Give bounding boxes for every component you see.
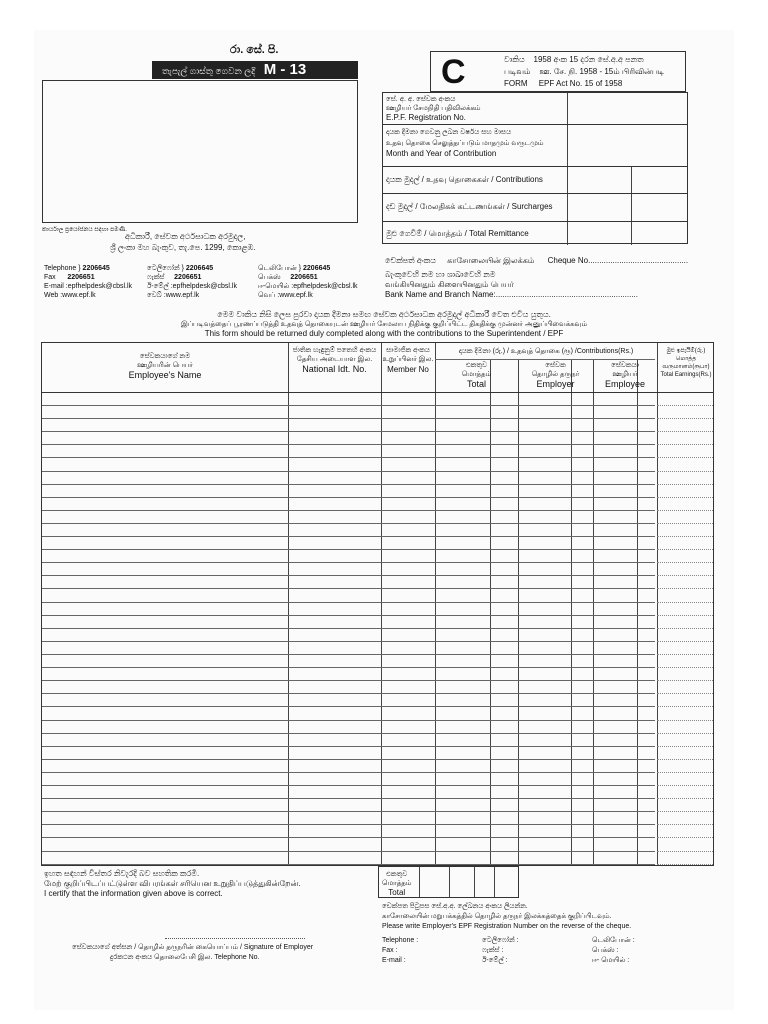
col-header-employer: සේවක தொழில் தருநர் Employer	[531, 362, 580, 389]
earnings-row-line	[657, 746, 713, 747]
earnings-row-line	[657, 785, 713, 786]
earnings-row-line	[657, 641, 713, 642]
total-remittance-row[interactable]: මුළු ගෙවීම් / மொத்தம் / Total Remittance	[386, 229, 529, 238]
earnings-row-line	[657, 824, 713, 825]
form-row-1: වාකිය 1958 අංක 15 දරන සේ.අ.අ පනත	[504, 55, 644, 64]
bank-name-si: බැංකුවෙහි නම හා ශාඛාවෙහි නම	[385, 270, 496, 279]
col-header-total: එකතුව மொத்தம் Total	[461, 362, 492, 389]
earnings-row-line	[657, 575, 713, 576]
bottom-contacts-en[interactable]: Telephone : Fax : E-mail :	[382, 937, 419, 964]
table-row[interactable]	[42, 471, 655, 472]
table-row[interactable]	[42, 824, 655, 825]
employee-table	[41, 342, 714, 866]
earnings-row-line	[657, 864, 713, 865]
table-row[interactable]	[42, 680, 655, 681]
earnings-row-line	[657, 536, 713, 537]
table-row[interactable]	[42, 510, 655, 511]
earnings-row-line	[657, 706, 713, 707]
surcharges-row[interactable]: දඩ මුදල් / மேலதிகக் கட்டணங்கள் / Surcharges	[383, 193, 687, 222]
certify-en: I certify that the information given above is correct.	[44, 889, 223, 898]
fax-label-en: Fax	[44, 274, 56, 281]
earnings-row-line	[657, 431, 713, 432]
fax-label-si: ෆැක්ස්	[147, 274, 165, 281]
contribution-month-row[interactable]: දායක දීමනා ගෙවනු ලබන වර්ෂය සහ මාසය உதவு தொகை செலுத்தப்படும் மாதமும் வருடமும் Month and Year of Contribution	[383, 124, 687, 167]
earnings-row-line	[657, 562, 713, 563]
table-row[interactable]	[42, 706, 655, 707]
earnings-row-line	[657, 851, 713, 852]
total-box-label: එකතුව மொத்தம் Total	[382, 871, 412, 897]
table-row[interactable]	[42, 615, 655, 616]
form-row-2: படிவம் ஊ. சே. நி. 1958 - 15ம் பிரிவின்படி	[504, 67, 665, 76]
earnings-row-line	[657, 510, 713, 511]
contacts-en: Telephone } 2206645 Fax 2206651 E-mail :epfhelpdesk@cbsl.lk Web :www.epf.lk	[44, 265, 133, 299]
earnings-row-line	[657, 759, 713, 760]
instruction-si: මෙම වාකිය නිසි ලෙස පුරවා දායක දීමනා සමඟ සේවක අර්ථසාධක අරමුදල් අධිකාරී වෙත එවිය යුතුය.	[217, 310, 551, 319]
total-box	[378, 866, 519, 898]
header-short-code: රා. සේ. පි.	[230, 44, 279, 56]
table-row[interactable]	[42, 523, 655, 524]
table-row[interactable]	[42, 457, 655, 458]
tel-ta: 2206645	[303, 265, 331, 272]
contacts-si: ටෙලිෆෝන් } 2206645 ෆැක්ස් 2206651 ඊ-මේල් :epfhelpdesk@cbsl.lk වෙබ් :www.epf.lk	[147, 265, 237, 299]
table-row[interactable]	[42, 851, 655, 852]
telephone-label: දුරකථන අංකය தொலைபேசி இல. Telephone No.	[110, 954, 260, 961]
office-line-2: ශ්‍රී ලංකා මහ බැංකුව, තැ.පෙ. 1299, කොළඹ.	[110, 243, 256, 252]
table-row[interactable]	[42, 772, 655, 773]
earnings-row-line	[657, 497, 713, 498]
table-row[interactable]	[42, 759, 655, 760]
bottom-contacts-ta[interactable]: டெலிபோன் : பெக்ஸ் : ஈ- மெயில் :	[592, 937, 635, 964]
certify-ta: மேற் குறிப்பிடப்பட்டுள்ள விபரங்கள் சரியென உறுதிப்படுத்துகின்றேன்.	[44, 879, 301, 888]
fax-label-ta: பெக்ஸ்	[258, 274, 281, 281]
table-row[interactable]	[42, 405, 655, 406]
postage-banner-text: තැපැල් ගාස්තු ගෙවන ලදි	[162, 66, 256, 76]
bank-name-field[interactable]: Bank Name and Branch Name:................................................................	[385, 290, 638, 299]
form-code: M - 13	[263, 61, 307, 78]
col-header-contributions: දායක දීමනා (රු.) / உதவுத் தொகை (ரூ) /Contributions(Rs.)	[458, 348, 634, 355]
bank-name-ta: வங்கியினதும் கிளையினதும் பெயர்	[385, 280, 514, 289]
fax-si: 2206651	[174, 274, 202, 281]
earnings-row-line	[657, 733, 713, 734]
instruction-en: This form should be returned duly completed along with the contributions to the Superintendent / EPF	[204, 329, 564, 338]
form-row-3: FORM EPF Act No. 15 of 1958	[504, 79, 623, 88]
table-row[interactable]	[42, 785, 655, 786]
table-row[interactable]	[42, 798, 655, 799]
fax-en: 2206651	[67, 274, 95, 281]
table-row[interactable]	[42, 667, 655, 668]
earnings-row-line	[657, 444, 713, 445]
earnings-row-line	[657, 405, 713, 406]
tel-si: 2206645	[185, 265, 214, 272]
cheque-no-field[interactable]: චෙක්පත් අංකය காசோலையின் இலக்கம் Cheque No.............................................	[385, 256, 689, 265]
signature-label: සේවකයාගේ අත්සන / தொழில் தருநரின் கையொப்பம் / Signature of Employer	[72, 944, 314, 951]
earnings-row-line	[657, 615, 713, 616]
table-row[interactable]	[42, 484, 655, 485]
address-box[interactable]	[42, 80, 358, 223]
earnings-row-line	[657, 484, 713, 485]
table-row[interactable]	[42, 864, 655, 865]
certify-si: ඉහත සඳහන් විස්තර නිවැරදි බව සහතික කරමි.	[44, 869, 200, 878]
earnings-row-line	[657, 471, 713, 472]
email-ta: ஈ-மெயில் :epfhelpdesk@cbsl.lk	[258, 283, 358, 290]
web-ta: வெப் :www.epf.lk	[258, 292, 313, 299]
table-row[interactable]	[42, 588, 655, 589]
table-row[interactable]	[42, 431, 655, 432]
bottom-contacts-si[interactable]: ටෙලිෆෝන් : ෆැක්ස් : ඊ-මේල් :	[482, 937, 519, 964]
col-header-name: සේවකයාගේ නම ஊழியரின் பெயர் Employee's Name	[128, 353, 202, 380]
instruction-ta: இப்படிவத்தைப் பூரணப்படுத்தி உதவுத் தொகையுடன் ஊழியர் சேமலாப நிதிக்கு குறிப்பிட்ட திகதிக்கு முன்னர் அனுப்பிவைக்கவும்	[181, 321, 587, 328]
table-row[interactable]	[42, 497, 655, 498]
earnings-row-line	[657, 654, 713, 655]
table-row[interactable]	[42, 602, 655, 603]
table-row[interactable]	[42, 641, 655, 642]
table-row[interactable]	[42, 837, 655, 838]
contacts-ta: டெலிபோன் } 2206645 பெக்ஸ் 2206651 ஈ-மெயில் :epfhelpdesk@cbsl.lk வெப் :www.epf.lk	[258, 265, 358, 299]
earnings-row-line	[657, 628, 713, 629]
earnings-row-line	[657, 667, 713, 668]
earnings-row-line	[657, 693, 713, 694]
reverse-note-en: Please write Employer's EPF Registration Number on the reverse of the cheque.	[382, 923, 632, 930]
earnings-row-line	[657, 418, 713, 419]
col-header-nic: ජාතික හැඳුනුම් පතෙහි අංකය தேசிய அடையாள இல. National Idt. No.	[292, 347, 377, 374]
reverse-note-si: චෙක්පත පිටුපස සේ.අ.අ. ලේඛනය අංකය ලියන්න.	[382, 903, 528, 910]
office-use-note: කාර්යාල ප්‍රයෝජනය සඳහා පමණි.	[42, 227, 127, 233]
office-line-1: අධිකාරී, සේවක අර්ථසාධක අරමුදල,	[125, 232, 246, 241]
email-en: E-mail :epfhelpdesk@cbsl.lk	[44, 283, 133, 290]
earnings-row-line	[657, 811, 713, 812]
table-row[interactable]	[42, 654, 655, 655]
table-row[interactable]	[42, 693, 655, 694]
earnings-row-line	[657, 837, 713, 838]
earnings-row-line	[657, 549, 713, 550]
earnings-row-line	[657, 588, 713, 589]
table-row[interactable]	[42, 536, 655, 537]
form-letter: C	[441, 53, 466, 91]
email-si: ඊ-මේල් :epfhelpdesk@cbsl.lk	[147, 283, 237, 290]
table-row[interactable]	[42, 549, 655, 550]
table-row[interactable]	[42, 811, 655, 812]
web-en: Web :www.epf.lk	[44, 292, 96, 299]
earnings-row-line	[657, 523, 713, 524]
employer-info-box	[382, 92, 688, 244]
earnings-row-line	[657, 720, 713, 721]
tel-label-si: ටෙලිෆෝන්	[147, 265, 180, 272]
earnings-row-line	[657, 457, 713, 458]
web-si: වෙබ් :www.epf.lk	[147, 292, 200, 299]
table-row[interactable]	[42, 733, 655, 734]
earnings-row-line	[657, 602, 713, 603]
signature-line[interactable]	[165, 938, 305, 939]
table-row[interactable]	[42, 746, 655, 747]
earnings-row-line	[657, 798, 713, 799]
col-header-employee: සේවකයා ஊழியர் Employee	[604, 362, 646, 389]
table-row[interactable]	[42, 418, 655, 419]
fax-ta: 2206651	[290, 274, 318, 281]
earnings-row-line	[657, 772, 713, 773]
table-row[interactable]	[42, 562, 655, 563]
epf-reg-row[interactable]: සේ. අ. අ. සේවක අංකය ஊழியர் சேமநிதி பதிவிலக்கம் E.P.F. Registration No.	[383, 93, 687, 125]
form-c-box	[430, 51, 686, 92]
contributions-row[interactable]: දායක මුදල් / உதவு தொகைகள் / Contributions	[383, 166, 687, 194]
reverse-note-ta: காசோலையின் மறுபக்கத்தில் தொழில் தருநர் இலக்கத்தைக் குறிப்பிடவும்.	[382, 913, 612, 920]
tel-en: 2206645	[82, 265, 110, 272]
tel-label-ta: டெலிபோன்	[258, 265, 297, 272]
tel-label-en: Telephone	[44, 265, 77, 272]
table-row[interactable]	[42, 575, 655, 576]
earnings-row-line	[657, 680, 713, 681]
table-row[interactable]	[42, 720, 655, 721]
postage-banner	[152, 61, 358, 79]
col-header-earnings: මුළු ඉපැයීම්(රු.) மொத்த வருமானம்(ரூபா) Total Earnings(Rs.)	[660, 348, 712, 378]
table-row[interactable]	[42, 444, 655, 445]
col-header-member: සාමාජික අංකය உறுப்பினர் இல. Member No	[382, 347, 434, 374]
table-row[interactable]	[42, 628, 655, 629]
